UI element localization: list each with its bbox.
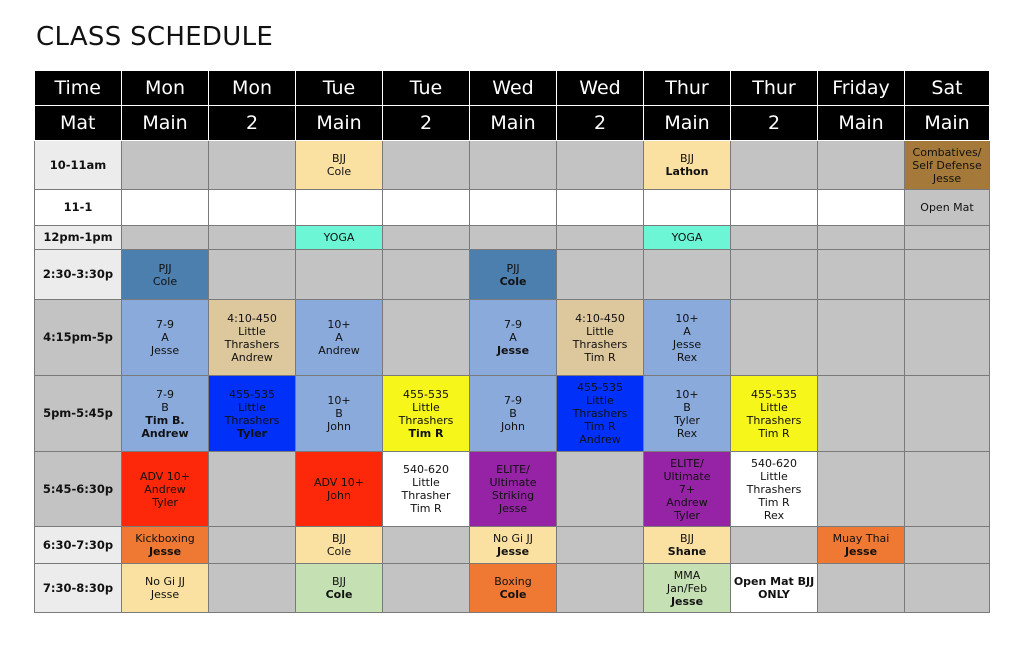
- class-cell: [383, 452, 470, 527]
- class-line: BJJ: [331, 152, 347, 165]
- class-line: Tyler: [152, 495, 178, 509]
- class-line: Cole: [326, 165, 352, 178]
- empty-cell: [644, 250, 731, 300]
- class-cell: [731, 452, 818, 527]
- class-line: Tim R: [758, 495, 790, 509]
- time-slot: 6:30-7:30p: [35, 527, 122, 564]
- class-line: Jesse: [932, 171, 962, 185]
- class-line: Tim R: [408, 426, 444, 440]
- class-line: Striking: [491, 489, 535, 502]
- class-line: Rex: [763, 508, 785, 522]
- class-cell: [122, 527, 209, 564]
- empty-cell: [209, 564, 296, 613]
- class-line: John: [327, 420, 351, 433]
- empty-cell: [383, 226, 470, 250]
- class-cell: [122, 300, 209, 376]
- empty-cell: [731, 300, 818, 376]
- empty-cell: [470, 190, 557, 226]
- empty-cell: [905, 527, 990, 564]
- header-mat-6: 2: [557, 106, 644, 141]
- class-cell: [731, 564, 818, 613]
- header-mat-1: Main: [122, 106, 209, 141]
- class-line: BJJ: [679, 152, 695, 165]
- class-line: YOGA: [323, 231, 355, 244]
- class-line: No Gi JJ: [492, 532, 534, 545]
- class-line: Andrew: [579, 433, 621, 446]
- class-line: Jesse: [148, 545, 182, 558]
- class-line: ELITE/: [496, 463, 530, 476]
- class-line: Jesse: [150, 588, 180, 601]
- empty-cell: [557, 564, 644, 613]
- class-line: ADV 10+: [313, 476, 365, 489]
- empty-cell: [818, 190, 905, 226]
- class-line: Open Mat: [920, 201, 974, 214]
- empty-cell: [296, 250, 383, 300]
- class-line: Little: [238, 400, 266, 414]
- header-day-2: Mon: [209, 71, 296, 106]
- class-cell: [296, 527, 383, 564]
- empty-cell: [818, 452, 905, 527]
- class-line: B: [683, 400, 691, 414]
- header-day-4: Tue: [383, 71, 470, 106]
- empty-cell: [905, 452, 990, 527]
- header-row-days: [35, 71, 990, 106]
- empty-cell: [644, 190, 731, 226]
- class-line: Cole: [325, 588, 353, 601]
- class-line: 455-535: [229, 387, 275, 401]
- class-line: 455-535: [751, 387, 797, 401]
- class-line: Jesse: [844, 545, 878, 558]
- time-slot: 5:45-6:30p: [35, 452, 122, 527]
- class-line: Thrashers: [572, 407, 628, 420]
- class-line: 4:10-450: [227, 311, 277, 325]
- class-line: No Gi JJ: [144, 575, 186, 588]
- empty-cell: [557, 452, 644, 527]
- class-cell: [905, 190, 990, 226]
- class-line: Andrew: [141, 426, 189, 440]
- class-cell: [122, 250, 209, 300]
- class-line: Tim R: [758, 426, 790, 440]
- header-mat-10: Main: [905, 106, 990, 141]
- empty-cell: [557, 250, 644, 300]
- empty-cell: [818, 250, 905, 300]
- schedule-row: [35, 376, 990, 452]
- empty-cell: [818, 564, 905, 613]
- class-line: Jesse: [496, 545, 530, 558]
- class-line: Muay Thai: [832, 532, 890, 545]
- header-mat-5: Main: [470, 106, 557, 141]
- class-line: PJJ: [506, 261, 520, 275]
- class-cell: [470, 300, 557, 376]
- schedule-row: [35, 564, 990, 613]
- class-cell: [296, 226, 383, 250]
- class-line: Andrew: [666, 495, 708, 509]
- class-line: Thrashers: [746, 482, 802, 496]
- class-line: Thrashers: [746, 413, 802, 427]
- empty-cell: [209, 226, 296, 250]
- class-line: Open Mat BJJ: [733, 575, 815, 588]
- class-line: MMA: [673, 568, 701, 582]
- empty-cell: [383, 190, 470, 226]
- empty-cell: [122, 226, 209, 250]
- class-line: Rex: [676, 426, 698, 440]
- class-line: Little: [412, 476, 440, 489]
- class-cell: [296, 376, 383, 452]
- class-line: 7-9: [504, 394, 522, 407]
- empty-cell: [731, 250, 818, 300]
- header-mat-8: 2: [731, 106, 818, 141]
- schedule-row: [35, 226, 990, 250]
- class-line: Andrew: [231, 350, 273, 364]
- header-day-5: Wed: [470, 71, 557, 106]
- class-line: PJJ: [158, 261, 172, 275]
- class-line: Jesse: [496, 344, 530, 357]
- time-slot: 4:15pm-5p: [35, 300, 122, 376]
- class-cell: [296, 452, 383, 527]
- empty-cell: [557, 226, 644, 250]
- header-mat-7: Main: [644, 106, 731, 141]
- empty-cell: [122, 141, 209, 190]
- class-line: Little: [412, 400, 440, 414]
- class-line: A: [509, 331, 517, 344]
- class-line: 455-535: [577, 381, 623, 394]
- class-line: Cole: [152, 274, 178, 288]
- schedule-body: [35, 141, 990, 613]
- class-line: 455-535: [403, 387, 449, 401]
- header-day-9: Friday: [818, 71, 905, 106]
- class-line: 10+: [675, 387, 699, 401]
- class-line: Tyler: [674, 508, 700, 522]
- empty-cell: [731, 190, 818, 226]
- class-line: 7-9: [156, 318, 174, 331]
- class-line: 7+: [678, 482, 696, 496]
- class-line: 10+: [675, 311, 699, 325]
- class-line: Cole: [499, 588, 527, 601]
- empty-cell: [557, 190, 644, 226]
- class-line: Jesse: [670, 594, 704, 608]
- empty-cell: [383, 564, 470, 613]
- class-line: Tim R: [584, 350, 616, 364]
- class-line: ONLY: [758, 588, 790, 601]
- class-line: Tyler: [236, 426, 268, 440]
- class-line: BJJ: [331, 532, 347, 545]
- class-line: 4:10-450: [575, 311, 625, 325]
- class-line: 7-9: [504, 318, 522, 331]
- class-line: YOGA: [671, 231, 703, 244]
- empty-cell: [383, 250, 470, 300]
- empty-cell: [905, 250, 990, 300]
- empty-cell: [209, 527, 296, 564]
- class-line: Combatives/: [912, 145, 982, 159]
- class-line: Little: [238, 324, 266, 338]
- empty-cell: [209, 141, 296, 190]
- class-cell: [296, 300, 383, 376]
- class-line: Tim R: [410, 502, 442, 515]
- class-line: Little: [760, 469, 788, 483]
- header-day-10: Sat: [905, 71, 990, 106]
- empty-cell: [383, 300, 470, 376]
- class-cell: [644, 226, 731, 250]
- empty-cell: [905, 300, 990, 376]
- empty-cell: [905, 564, 990, 613]
- empty-cell: [731, 226, 818, 250]
- header-mat-2: 2: [209, 106, 296, 141]
- header-mat-0: Mat: [35, 106, 122, 141]
- schedule-header: [35, 71, 990, 141]
- class-cell: [122, 376, 209, 452]
- empty-cell: [818, 300, 905, 376]
- empty-cell: [296, 190, 383, 226]
- schedule-table: [34, 71, 990, 613]
- class-line: Thrashers: [398, 413, 454, 427]
- header-mat-3: Main: [296, 106, 383, 141]
- class-line: Self Defense: [912, 158, 982, 172]
- class-line: Jesse: [498, 502, 528, 515]
- class-line: Kickboxing: [135, 532, 195, 545]
- class-cell: [644, 376, 731, 452]
- class-cell: [557, 300, 644, 376]
- class-line: 540-620: [751, 456, 797, 470]
- class-line: A: [683, 324, 691, 338]
- header-day-1: Mon: [122, 71, 209, 106]
- class-cell: [296, 141, 383, 190]
- empty-cell: [557, 141, 644, 190]
- class-line: John: [327, 489, 351, 502]
- class-line: 7-9: [156, 387, 174, 401]
- class-cell: [818, 527, 905, 564]
- empty-cell: [818, 226, 905, 250]
- class-line: B: [161, 400, 169, 414]
- class-cell: [209, 300, 296, 376]
- class-cell: [470, 564, 557, 613]
- class-line: BJJ: [679, 532, 695, 545]
- class-line: Jesse: [150, 344, 180, 357]
- class-line: Ultimate: [663, 469, 711, 483]
- class-cell: [644, 141, 731, 190]
- empty-cell: [818, 141, 905, 190]
- class-line: Thrasher: [401, 489, 451, 502]
- class-cell: [644, 564, 731, 613]
- class-cell: [905, 141, 990, 190]
- time-slot: 12pm-1pm: [35, 226, 122, 250]
- header-day-8: Thur: [731, 71, 818, 106]
- class-cell: [644, 300, 731, 376]
- empty-cell: [557, 527, 644, 564]
- class-line: Tyler: [674, 413, 700, 427]
- class-line: A: [161, 331, 169, 344]
- time-slot: 2:30-3:30p: [35, 250, 122, 300]
- empty-cell: [209, 190, 296, 226]
- class-line: Jesse: [672, 337, 702, 351]
- class-cell: [557, 376, 644, 452]
- class-line: Cole: [499, 274, 527, 288]
- class-line: Little: [586, 394, 614, 407]
- class-line: B: [509, 407, 517, 420]
- time-slot: 10-11am: [35, 141, 122, 190]
- class-cell: [644, 527, 731, 564]
- empty-cell: [209, 250, 296, 300]
- empty-cell: [905, 376, 990, 452]
- class-line: ADV 10+: [139, 469, 191, 483]
- empty-cell: [383, 527, 470, 564]
- header-day-7: Thur: [644, 71, 731, 106]
- time-slot: 7:30-8:30p: [35, 564, 122, 613]
- class-line: Thrashers: [224, 413, 280, 427]
- empty-cell: [383, 141, 470, 190]
- empty-cell: [818, 376, 905, 452]
- empty-cell: [731, 141, 818, 190]
- header-row-mats: [35, 106, 990, 141]
- class-line: Shane: [667, 545, 707, 558]
- header-day-0: Time: [35, 71, 122, 106]
- class-line: Little: [760, 400, 788, 414]
- class-line: ELITE/: [670, 456, 704, 470]
- header-day-3: Tue: [296, 71, 383, 106]
- empty-cell: [209, 452, 296, 527]
- class-line: Tim R: [584, 420, 616, 433]
- empty-cell: [905, 226, 990, 250]
- class-line: BJJ: [331, 575, 347, 588]
- class-line: B: [335, 407, 343, 420]
- class-cell: [122, 452, 209, 527]
- time-slot: 5pm-5:45p: [35, 376, 122, 452]
- class-line: John: [501, 420, 525, 433]
- empty-cell: [122, 190, 209, 226]
- class-line: Ultimate: [489, 476, 537, 489]
- class-line: Andrew: [144, 482, 186, 496]
- header-day-6: Wed: [557, 71, 644, 106]
- schedule-row: [35, 300, 990, 376]
- schedule-row: [35, 250, 990, 300]
- empty-cell: [470, 141, 557, 190]
- class-line: Thrashers: [572, 337, 628, 351]
- class-cell: [644, 452, 731, 527]
- header-mat-9: Main: [818, 106, 905, 141]
- schedule-row: [35, 452, 990, 527]
- class-cell: [296, 564, 383, 613]
- class-line: Rex: [676, 350, 698, 364]
- class-line: Lathon: [665, 165, 709, 178]
- class-line: Cole: [326, 545, 352, 558]
- class-cell: [470, 452, 557, 527]
- class-cell: [470, 250, 557, 300]
- class-line: Jan/Feb: [666, 581, 708, 595]
- empty-cell: [470, 226, 557, 250]
- class-line: 10+: [327, 318, 351, 331]
- class-line: Little: [586, 324, 614, 338]
- class-line: Tim B.: [145, 413, 185, 427]
- class-line: 540-620: [403, 463, 449, 476]
- class-line: Andrew: [318, 344, 360, 357]
- class-cell: [383, 376, 470, 452]
- class-cell: [470, 527, 557, 564]
- class-cell: [122, 564, 209, 613]
- class-cell: [470, 376, 557, 452]
- class-line: 10+: [327, 394, 351, 407]
- time-slot: 11-1: [35, 190, 122, 226]
- class-line: Boxing: [494, 575, 532, 588]
- header-mat-4: 2: [383, 106, 470, 141]
- class-line: A: [335, 331, 343, 344]
- schedule-row: [35, 190, 990, 226]
- schedule-row: [35, 141, 990, 190]
- empty-cell: [731, 527, 818, 564]
- class-cell: [731, 376, 818, 452]
- class-line: Thrashers: [224, 337, 280, 351]
- schedule-row: [35, 527, 990, 564]
- page-title: CLASS SCHEDULE: [36, 22, 274, 52]
- class-cell: [209, 376, 296, 452]
